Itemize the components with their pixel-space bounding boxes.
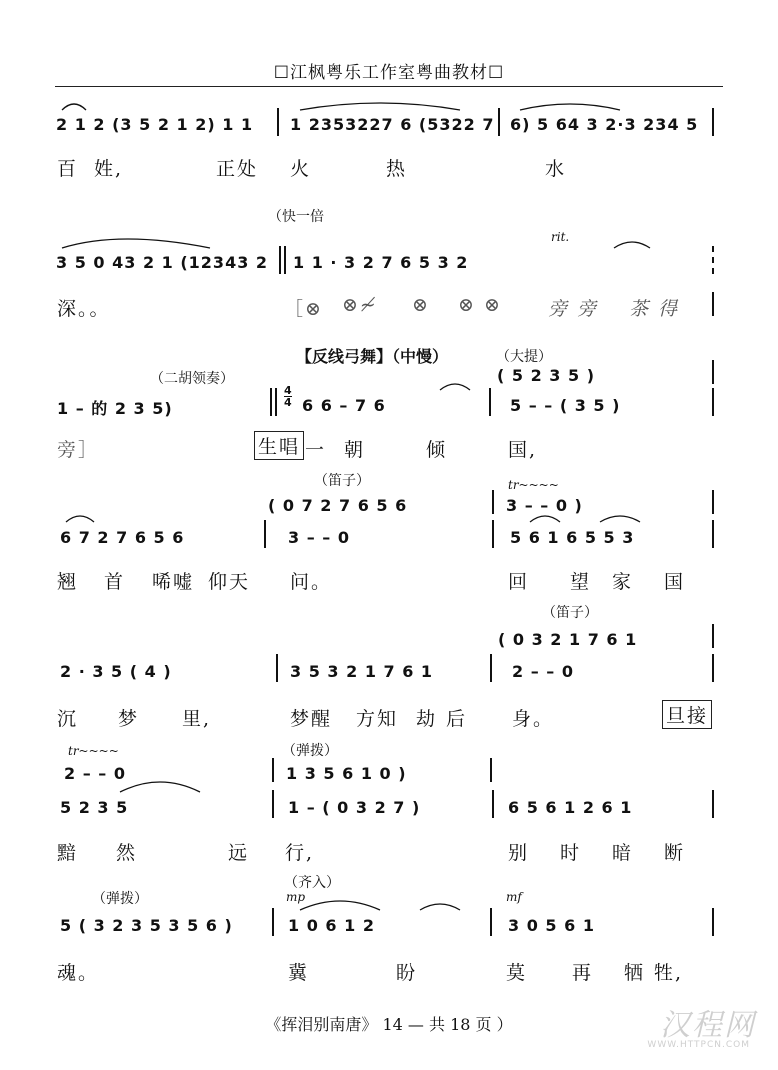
lyric-char: 别 <box>508 842 530 864</box>
instrument-label: （弹拨） <box>282 743 338 759</box>
notation-measure: 6 7 2 7 6 5 6 <box>60 528 185 547</box>
barline <box>490 758 492 782</box>
barline <box>492 490 494 514</box>
instrument-notes: 1 3 5 6 1 0 ) <box>286 764 407 783</box>
barline <box>276 654 278 682</box>
lyric-char: 牺 <box>624 962 646 984</box>
barline <box>492 790 494 818</box>
barline <box>712 292 714 316</box>
lyric-char: 家 <box>612 571 634 593</box>
double-barline <box>275 388 277 416</box>
dynamic-mf: mf <box>506 890 522 904</box>
lyric-char: 暗 <box>612 842 634 864</box>
barline <box>272 790 274 818</box>
lyric-char: 翘 <box>57 571 79 593</box>
time-signature: 4 4 <box>284 384 292 409</box>
notation-measure: 5 ( 3 2 3 5 3 5 6 ) <box>60 916 233 935</box>
double-barline <box>284 246 286 274</box>
role-box: 生唱 <box>254 431 304 460</box>
barline <box>490 908 492 936</box>
instrument-notes: ( 0 7 2 7 6 5 6 <box>268 496 408 515</box>
lyric-char: 再 <box>572 962 594 984</box>
notation-measure: 6 5 6 1 2 6 1 <box>508 798 633 817</box>
notation-measure: 1 1 · 3 2 7 6 5 3 2 <box>293 253 469 272</box>
notation-measure: 3 – – 0 <box>288 528 350 547</box>
barline <box>712 908 714 936</box>
barline <box>264 520 266 548</box>
barline <box>712 520 714 548</box>
watermark-logo: 汉程网 <box>660 1008 756 1043</box>
instrument-notes: 3 – – 0 ) <box>506 496 583 515</box>
lyric-char: 方知 <box>356 708 399 730</box>
instrument-label: （齐入） <box>284 875 340 891</box>
barline <box>712 654 714 682</box>
lyric-char: 沉 <box>57 708 79 730</box>
instrument-label: （大提） <box>496 349 552 365</box>
percussion-symbol: ⊗ <box>412 294 430 316</box>
barline <box>277 108 279 136</box>
trill-marking: tr~~~~ <box>68 744 119 758</box>
instrument-label: （弹拨） <box>92 891 148 907</box>
page-header-title: ☐江枫粤乐工作室粤曲教材☐ <box>273 63 505 83</box>
notation-measure: 1 – ( 0 3 2 7 ) <box>288 798 421 817</box>
notation-measure: 1 0 6 1 2 <box>288 916 375 935</box>
lyric-char: 问。 <box>290 571 333 593</box>
lyric-char: 百 <box>57 158 79 180</box>
lyric-char: 正处 <box>216 158 259 180</box>
role-box: 旦接 <box>662 700 712 729</box>
notation-measure: 5 6 1 6 5 5 3 <box>510 528 635 547</box>
lyric-char: 行, <box>285 842 315 864</box>
lyric-char: 热 <box>386 158 408 180</box>
lyric-char: 莫 <box>506 962 528 984</box>
notation-measure: 2 · 3 5 ( 4 ) <box>60 662 172 681</box>
tempo-marking: （快一倍 <box>268 209 324 225</box>
lyric-char: 深。。 <box>57 298 111 320</box>
lyric-char: 远 <box>228 842 250 864</box>
rit-marking: rit. <box>551 230 570 244</box>
notation-measure: 3 0 5 6 1 <box>508 916 595 935</box>
notation-measure: 1 – 的 2 3 5) <box>57 399 173 418</box>
notation-measure: 3 5 3 2 1 7 6 1 <box>290 662 434 681</box>
lyric-char: 梦 <box>118 708 140 730</box>
lyric-char: 断 <box>664 842 686 864</box>
barline <box>712 624 714 648</box>
lyric-char: 旁］ <box>57 439 100 461</box>
notation-measure: 2 1 2 (3 5 2 1 2) 1 1 <box>56 115 254 134</box>
lyric-char: 然 <box>116 842 138 864</box>
watermark-url: WWW.HTTPCN.COM <box>647 1040 750 1050</box>
notation-measure: 1 2353227 6 (5322 7 <box>290 115 495 134</box>
notation-measure: 2 – – 0 <box>512 662 574 681</box>
barline <box>272 758 274 782</box>
notation-measure: 5 – – ( 3 5 ) <box>510 396 621 415</box>
page-footer: 《挥泪别南唐》 14 — 共 18 页 ） <box>265 1015 513 1034</box>
barline <box>272 908 274 936</box>
instrument-label: （二胡领奏） <box>150 371 234 387</box>
percussion-symbol: ［⊗ <box>284 298 323 320</box>
lyric-char: 后 <box>446 708 468 730</box>
instrument-label: （笛子） <box>542 605 598 621</box>
instrument-label: （笛子） <box>314 473 370 489</box>
barline <box>492 520 494 548</box>
barline <box>498 108 500 136</box>
lyric-char: 望 <box>570 571 592 593</box>
lyric-char: 首 <box>104 571 126 593</box>
lyric-char: 时 <box>560 842 582 864</box>
lyric-char: 姓, <box>94 158 124 180</box>
lyric-char: 梦醒 <box>290 708 333 730</box>
lyric-char: 国, <box>508 439 538 461</box>
lyric-char: 魂。 <box>57 962 100 984</box>
percussion-symbol: ⊗ ⊗ <box>458 294 502 316</box>
lyric-char: 国 <box>664 571 686 593</box>
lyric-char: 身。 <box>512 708 555 730</box>
lyric-char: 牲, <box>654 962 684 984</box>
section-title: 【反线弓舞】（中慢） <box>296 347 449 366</box>
lyric-char: 倾 <box>426 439 448 461</box>
barline <box>712 490 714 514</box>
double-barline <box>270 388 272 416</box>
notation-measure: 6 6 – 7 6 <box>302 396 386 415</box>
barline <box>489 388 491 416</box>
lyric-char: 一 <box>305 439 327 461</box>
instrument-notes: ( 5 2 3 5 ) <box>497 366 596 385</box>
lyric-char: 仰天 <box>208 571 251 593</box>
lyric-char: 里, <box>182 708 212 730</box>
lyric-char: 黯 <box>57 842 79 864</box>
percussion-syllable: 旁 旁 <box>548 298 599 320</box>
barline <box>712 360 714 384</box>
percussion-symbol: ⊗≁ <box>342 294 378 316</box>
dynamic-mp: mp <box>286 890 306 904</box>
lyric-char: 火 <box>290 158 312 180</box>
upper-notes: 2 – – 0 <box>64 764 126 783</box>
lyric-char: 冀 <box>288 962 310 984</box>
notation-measure: 3 5 0 43 2 1 (12343 2 <box>56 253 269 272</box>
barline <box>712 790 714 818</box>
header-rule <box>55 86 723 87</box>
barline <box>490 654 492 682</box>
notation-measure: 6) 5 64 3 2·3 234 5 <box>510 115 699 134</box>
lyric-char: 盼 <box>396 962 418 984</box>
lyric-char: 劫 <box>416 708 438 730</box>
trill-marking: tr~~~~ <box>508 478 559 492</box>
lyric-char: 唏嘘 <box>152 571 195 593</box>
barline <box>712 388 714 416</box>
lyric-char: 回 <box>508 571 530 593</box>
double-barline <box>279 246 281 274</box>
instrument-notes: ( 0 3 2 1 7 6 1 <box>498 630 638 649</box>
lyric-char: 朝 <box>344 439 366 461</box>
barline <box>712 108 714 136</box>
barline <box>712 246 714 274</box>
percussion-syllable: 茶 得 <box>629 298 680 320</box>
lyric-char: 水 <box>545 158 567 180</box>
notation-measure: 5 2 3 5 <box>60 798 129 817</box>
